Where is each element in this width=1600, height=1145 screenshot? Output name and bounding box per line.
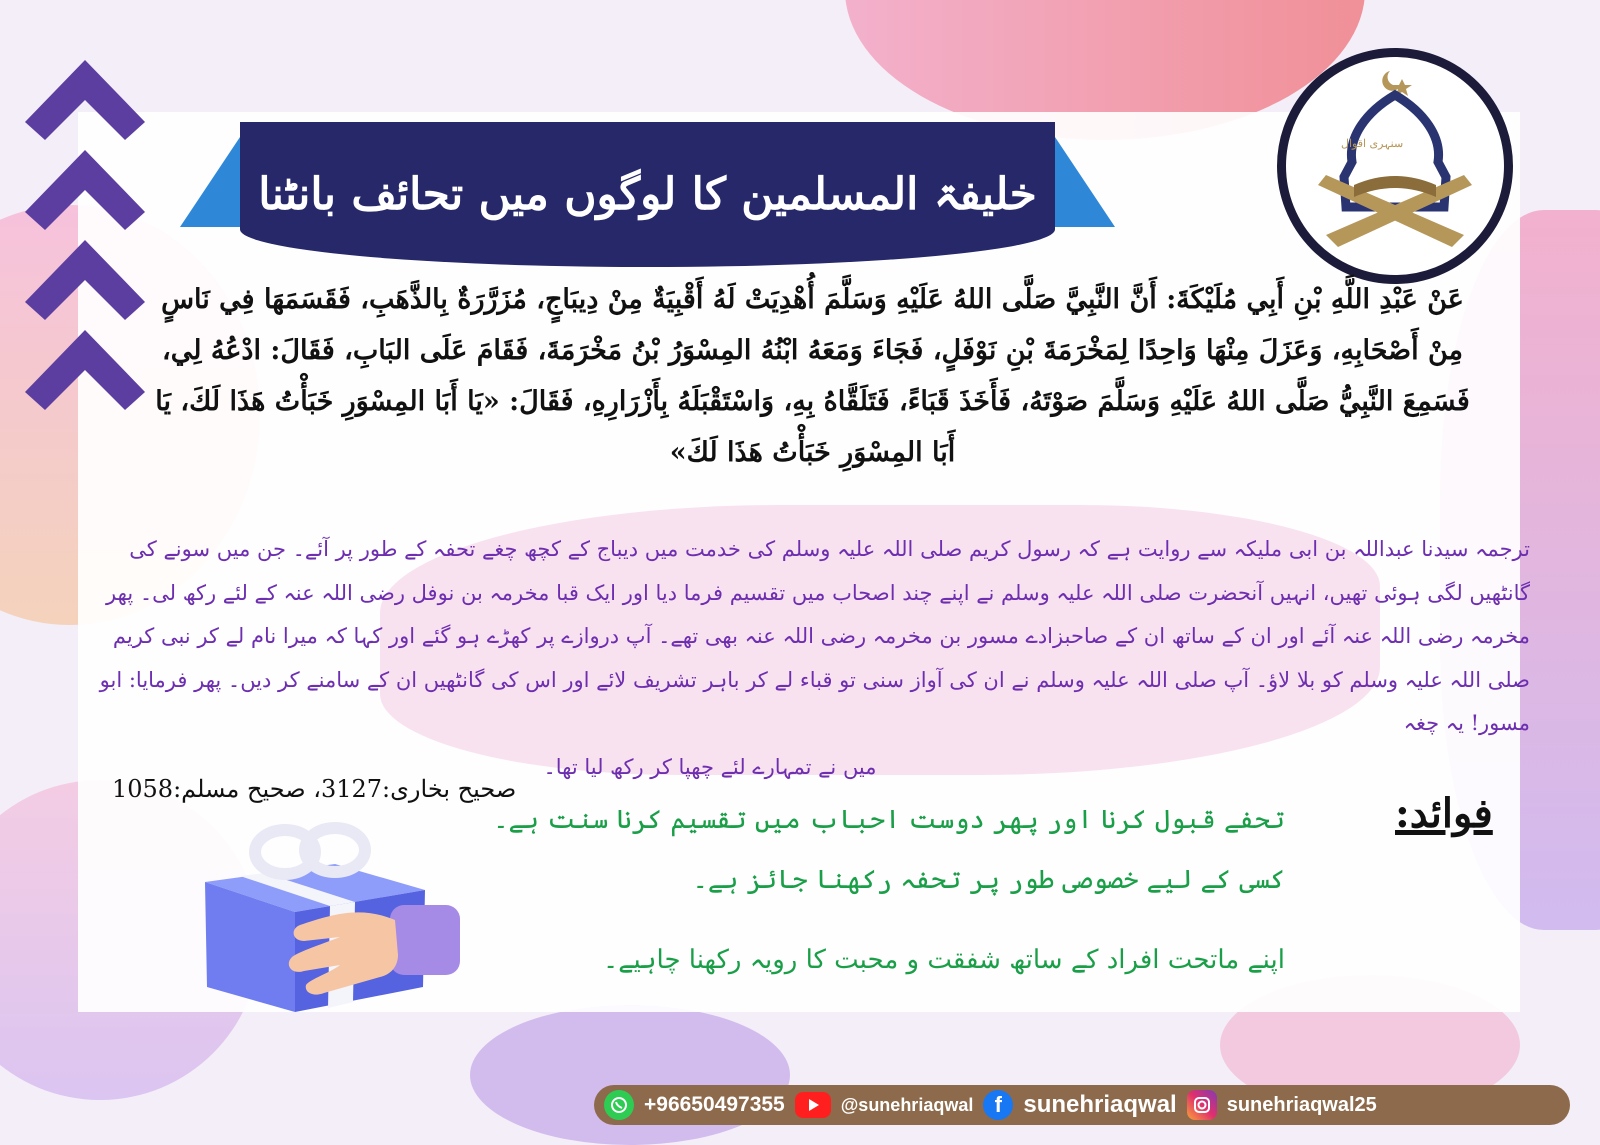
whatsapp-icon[interactable] bbox=[604, 1090, 634, 1120]
footer-instagram-handle[interactable]: sunehriaqwal25 bbox=[1226, 1093, 1377, 1116]
youtube-icon[interactable] bbox=[795, 1092, 831, 1118]
chevron-up-icon bbox=[25, 150, 145, 230]
footer-youtube-handle[interactable]: @sunehriaqwal bbox=[840, 1094, 974, 1115]
chevron-up-icon bbox=[25, 60, 145, 140]
hand-icon bbox=[270, 885, 460, 1000]
logo-text: سنہری اقوال bbox=[1341, 137, 1404, 150]
reference-text: صحیح بخاری:3127، صحیح مسلم:1058 bbox=[112, 775, 517, 803]
chevron-up-icon bbox=[25, 240, 145, 320]
page-title: خلیفۃ المسلمین کا لوگوں میں تحائف بانٹنا bbox=[258, 169, 1037, 220]
banner-wing-right bbox=[1045, 122, 1115, 227]
benefit-item: کسی کے لیے خصوصی طور پر تحفہ رکھنا جائز ہے۔ bbox=[692, 865, 1285, 895]
instagram-icon[interactable] bbox=[1187, 1090, 1217, 1120]
footer-phone[interactable]: +96650497355 bbox=[644, 1093, 785, 1116]
translation-main: ترجمہ سیدنا عبداللہ بن ابی ملیکہ سے روایت ہے کہ رسول کریم صلی اللہ علیہ وسلم کی خدمت میں دیباج کے کچھ چغے تحفہ کے طور پر آئے۔ جن میں سونے کی گانٹھیں لگی ہوئی تھیں، انہیں آنحضرت صلی اللہ علیہ وسلم نے اپنے چند اصحاب میں تقسیم فرما دیا اور ایک قبا مخرمہ بن نوفل رضی اللہ عنہ کے لئے رکھ لی۔ پھر مخرمہ رضی اللہ عنہ آئے اور ان کے ساتھ ان کے صاحبزادے مسور بن مخرمہ رضی اللہ عنہ بھی تھے۔ آپ دروازے پر کھڑے ہو گئے اور کہا کہ میرا نام لے کر نبی کریم صلی اللہ علیہ وسلم کو بلا لاؤ۔ آپ صلی اللہ علیہ وسلم نے ان کی آواز سنی تو قباء لے کر باہر تشریف لائے اور اس کی گانٹھیں ان کے سامنے کر دیں۔ پھر فرمایا: ابو مسور! یہ چغہ bbox=[99, 537, 1530, 735]
logo bbox=[1277, 48, 1513, 284]
benefit-item: تحفے قبول کرنا اور پھر دوست احباب میں تقسیم کرنا سنت ہے۔ bbox=[493, 805, 1285, 835]
benefit-item: اپنے ماتحت افراد کے ساتھ شفقت و محبت کا رویہ رکھنا چاہیے۔ bbox=[602, 945, 1285, 975]
fawaid-heading: فوائد: bbox=[1395, 790, 1493, 837]
hadith-arabic-text: عَنْ عَبْدِ اللَّهِ بْنِ أَبِي مُلَيْكَةَ: أَنَّ النَّبِيَّ صَلَّى اللهُ عَلَيْهِ وَسَلَّمَ أُهْدِيَتْ لَهُ أَقْبِيَةٌ مِنْ دِيبَاجٍ، مُزَرَّرَةٌ بِالذَّهَبِ، فَقَسَمَهَا فِي نَاسٍ مِنْ أَصْحَابِهِ، وَعَزَلَ مِنْهَا وَاحِدًا لِمَخْرَمَةَ بْنِ نَوْفَلٍ، فَجَاءَ وَمَعَهُ ابْنُهُ المِسْوَرُ بْنُ مَخْرَمَةَ، فَقَامَ عَلَى البَابِ، فَقَالَ: ادْعُهُ لِي، فَسَمِعَ النَّبِيُّ صَلَّى اللهُ عَلَيْهِ وَسَلَّمَ صَوْتَهُ، فَأَخَذَ قَبَاءً، فَتَلَقَّاهُ بِهِ، وَاسْتَقْبَلَهُ بِأَزْرَارِهِ، فَقَالَ: «يَا أَبَا المِسْوَرِ خَبَأْتُ هَذَا لَكَ، يَا أَبَا المِسْوَرِ خَبَأْتُ هَذَا لَكَ» bbox=[155, 284, 1470, 468]
translation-last-line: میں نے تمہارے لئے چھپا کر رکھ لیا تھا۔ bbox=[543, 754, 877, 779]
title-banner bbox=[240, 122, 1055, 267]
quran-rehal-logo-icon bbox=[1286, 57, 1504, 275]
translation-text bbox=[90, 528, 1530, 789]
footer-contact-bar bbox=[594, 1085, 1570, 1125]
chevron-up-icon bbox=[25, 330, 145, 410]
footer-facebook-handle[interactable]: sunehriaqwal bbox=[1023, 1091, 1177, 1118]
facebook-icon[interactable]: f bbox=[983, 1090, 1013, 1120]
